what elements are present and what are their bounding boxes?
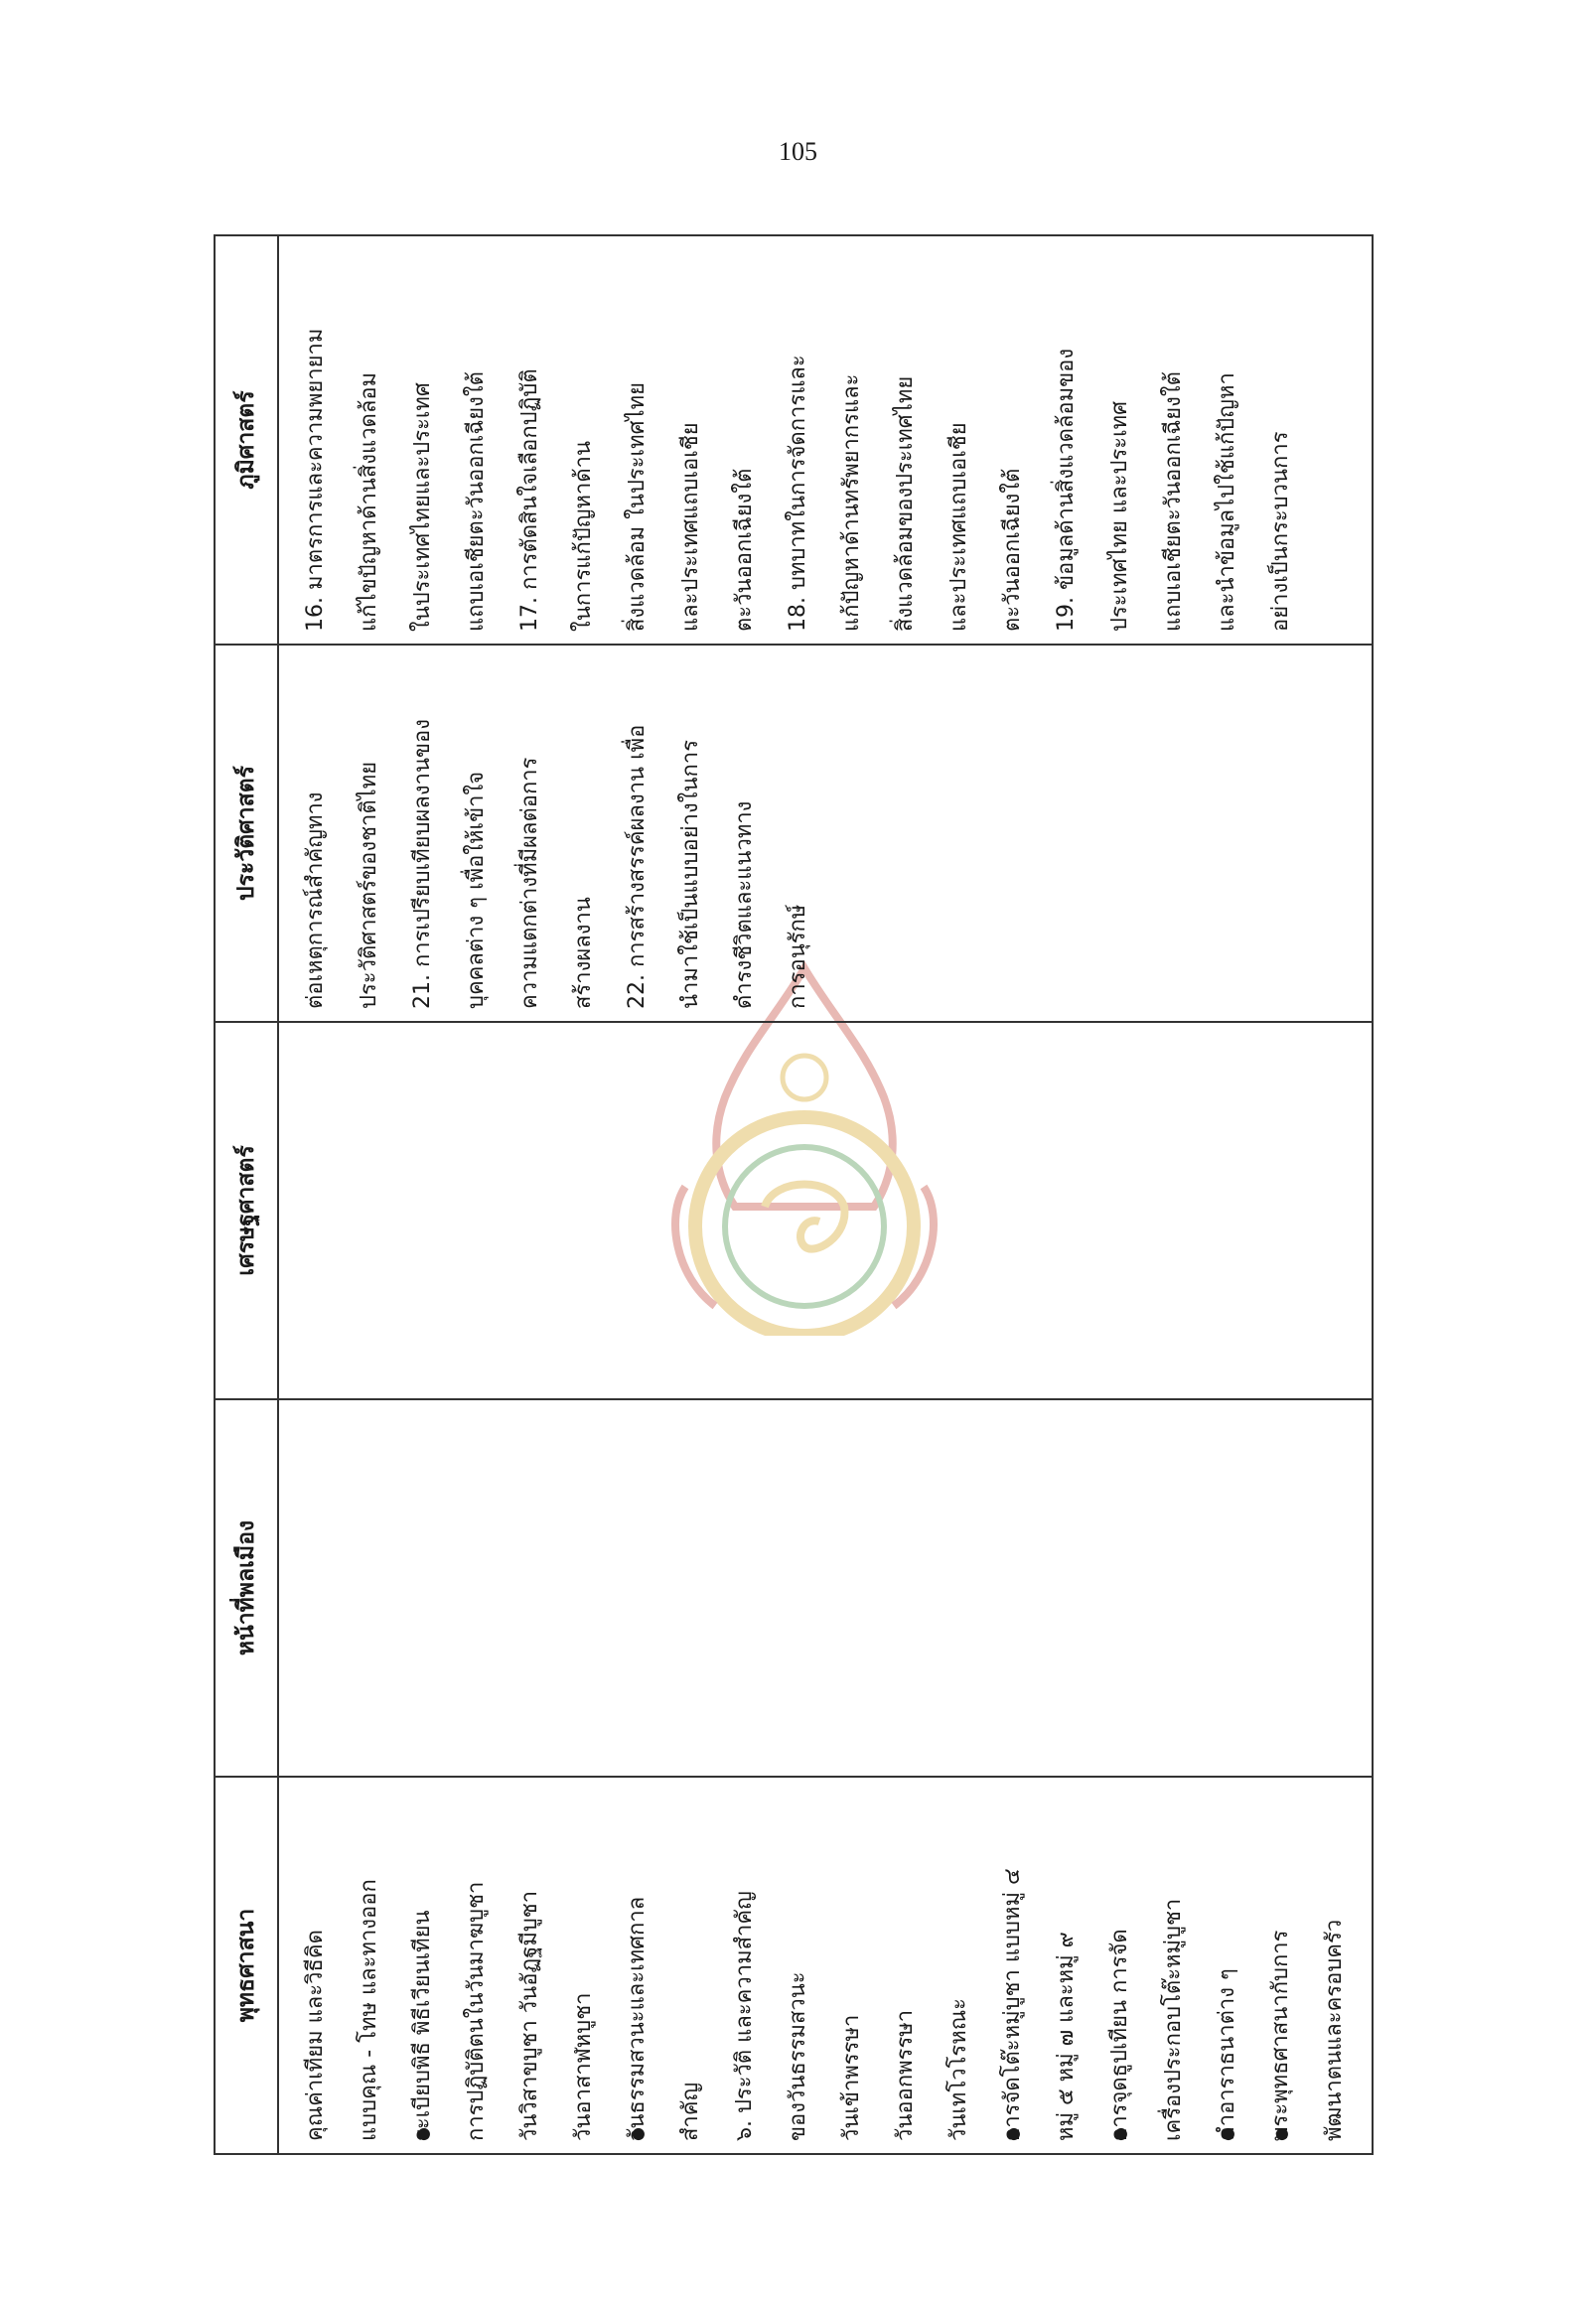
header-economics: เศรษฐศาสตร์ bbox=[215, 1022, 278, 1399]
list-item: และนำข้อมูลไปใช้แก้ปัญหา bbox=[1215, 372, 1239, 632]
list-item: พัฒนาตนและครอบครัว bbox=[1322, 1919, 1347, 2141]
list-item: 19. ข้อมูลด้านสิ่งแวดล้อมของ bbox=[1054, 348, 1079, 632]
list-item: การอนุรักษ์ bbox=[786, 904, 810, 1009]
list-item: การปฏิบัติตนในวันมาฆบูชา bbox=[464, 1881, 489, 2141]
list-item: หมู่ ๕ หมู่ ๗ และหมู่ ๙ bbox=[1054, 1932, 1079, 2141]
list-item: แก้ปัญหาด้านทรัพยากรและ bbox=[839, 373, 864, 632]
cell-economics bbox=[278, 1022, 1373, 1399]
curriculum-table bbox=[214, 234, 1374, 2155]
list-item: เครื่องประกอบโต๊ะหมู่บูชา bbox=[1161, 1898, 1186, 2141]
list-item: ตะวันออกเฉียงใต้ bbox=[1000, 468, 1025, 632]
header-geography: ภูมิศาสตร์ bbox=[215, 235, 278, 645]
page-number: 105 bbox=[779, 137, 817, 166]
list-item: แบบคุณ - โทษ และทางออก bbox=[357, 1879, 381, 2141]
list-item: แก้ไขปัญหาด้านสิ่งแวดล้อม bbox=[357, 371, 381, 632]
cell-history bbox=[278, 645, 1373, 1022]
list-item: 16. มาตรการและความพยายาม bbox=[303, 328, 328, 632]
list-item: ดำรงชีวิตและแนวทาง bbox=[732, 800, 757, 1009]
list-item: แถบเอเชียตะวันออกเฉียงใต้ bbox=[464, 371, 489, 632]
header-civics: หน้าที่พลเมือง bbox=[215, 1399, 278, 1777]
list-item: อย่างเป็นกระบวนการ bbox=[1268, 431, 1293, 632]
cell-buddhism bbox=[278, 1777, 1373, 2154]
list-item: ตะวันออกเฉียงใต้ bbox=[732, 468, 757, 632]
list-item: สิ่งแวดล้อมของประเทศไทย bbox=[893, 375, 918, 632]
list-item: ● พระพุทธศาสนากับการ bbox=[1254, 1790, 1308, 2141]
list-item: วันเข้าพรรษา bbox=[839, 2014, 864, 2141]
list-item: 21. การเปรียบเทียบผลงานของ bbox=[410, 718, 435, 1009]
list-item: ● การจัดโต๊ะหมู่บูชา แบบหมู่ ๔ bbox=[986, 1790, 1040, 2141]
list-item: วันวิสาขบูชา วันอัฏฐมีบูชา bbox=[517, 1890, 542, 2141]
list-item: ๖. ประวัติ และความสำคัญ bbox=[732, 1891, 757, 2141]
list-item: สำคัญ bbox=[678, 2082, 703, 2141]
list-item: สิ่งแวดล้อม ในประเทศไทย bbox=[625, 381, 650, 632]
list-item: วันอาสาฬหบูชา bbox=[571, 1992, 596, 2141]
list-item: สร้างผลงาน bbox=[571, 897, 596, 1009]
list-item: และประเทศแถบเอเชีย bbox=[946, 422, 971, 632]
list-item: ต่อเหตุการณ์สำคัญทาง bbox=[303, 792, 328, 1009]
list-item: แถบเอเชียตะวันออกเฉียงใต้ bbox=[1161, 371, 1186, 632]
list-item: 22. การสร้างสรรค์ผลงาน เพื่อ bbox=[625, 724, 650, 1009]
list-item: ประวัติศาสตร์ของชาติไทย bbox=[357, 761, 381, 1009]
cell-civics bbox=[278, 1399, 1373, 1777]
list-item: ● การจุดธูปเทียน การจัด bbox=[1093, 1790, 1147, 2141]
header-row bbox=[215, 235, 278, 2154]
list-item: วันออกพรรษา bbox=[893, 2009, 918, 2141]
list-item: บุคคลต่าง ๆ เพื่อให้เข้าใจ bbox=[464, 771, 489, 1009]
list-item: 18. บทบาทในการจัดการและ bbox=[786, 355, 810, 632]
header-buddhism: พุทธศาสนา bbox=[215, 1777, 278, 2154]
header-history: ประวัติศาสตร์ bbox=[215, 645, 278, 1022]
list-item: ● ระเบียบพิธี พิธีเวียนเทียน bbox=[396, 1790, 450, 2141]
list-item: ความแตกต่างที่มีผลต่อการ bbox=[517, 757, 542, 1009]
list-item: นำมาใช้เป็นแบบอย่างในการ bbox=[678, 739, 703, 1009]
list-item: คุณค่าเทียม และวิธีคิด bbox=[303, 1930, 328, 2141]
list-item: ● คำอาราธนาต่าง ๆ bbox=[1201, 1790, 1254, 2141]
list-item: วันเทโวโรหณะ bbox=[946, 1998, 971, 2141]
content-row bbox=[278, 235, 1373, 2154]
list-item: ในการแก้ปัญหาด้าน bbox=[571, 440, 596, 632]
rotated-table-wrapper bbox=[214, 236, 1356, 2155]
list-item: ● วันธรรมสวนะและเทศกาล bbox=[611, 1790, 664, 2141]
list-item: ของวันธรรมสวนะ bbox=[786, 1971, 810, 2141]
list-item: 17. การตัดสินใจเลือกปฏิบัติ bbox=[517, 368, 542, 632]
list-item: ในประเทศไทยและประเทศ bbox=[410, 382, 435, 632]
cell-geography bbox=[278, 235, 1373, 645]
list-item: ประเทศไทย และประเทศ bbox=[1107, 400, 1132, 632]
list-item: และประเทศแถบเอเชีย bbox=[678, 422, 703, 632]
